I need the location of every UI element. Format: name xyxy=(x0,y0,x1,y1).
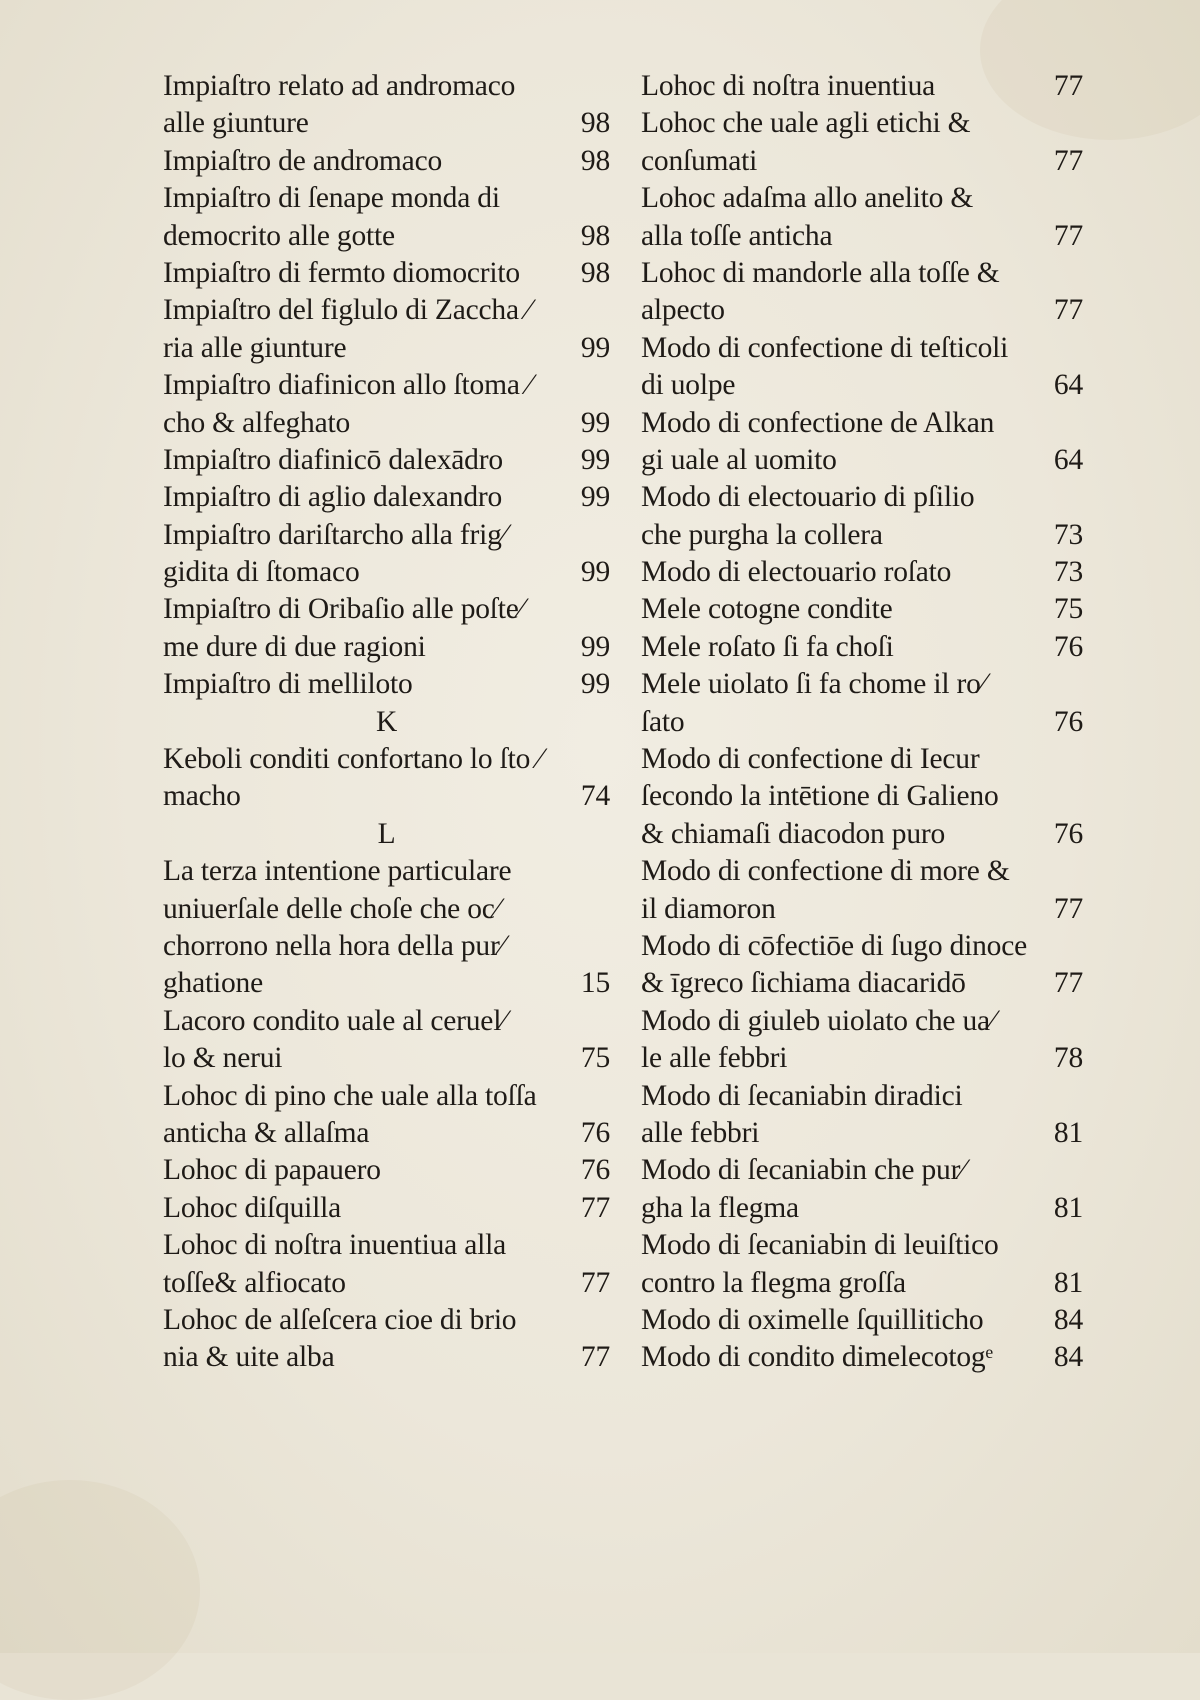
index-entry xyxy=(163,891,610,928)
index-entry xyxy=(163,479,610,516)
entry-text: uniuerſale delle choſe che oc⁄ xyxy=(163,892,500,925)
entry-text: Modo di confectione de Alkan xyxy=(641,406,995,439)
index-entry xyxy=(641,330,1083,367)
entry-text: Impiaſtro de andromaco xyxy=(163,144,443,177)
index-entry xyxy=(163,741,610,778)
index-entry xyxy=(641,479,1083,516)
index-entry xyxy=(163,405,610,442)
index-entry xyxy=(163,218,610,255)
index-entry xyxy=(163,180,610,217)
entry-text: Impiaſtro di Oribaſio alle poſte⁄ xyxy=(163,593,524,626)
entry-text: alle giunture xyxy=(163,107,309,140)
index-column-left xyxy=(163,68,610,1377)
index-entry xyxy=(163,367,610,404)
entry-text: Impiaſtro di fermto diomocrito xyxy=(163,256,520,289)
entry-text: Impiaſtro diafinicon allo ſtoma ⁄ xyxy=(163,369,532,402)
entry-text: contro la flegma groſſa xyxy=(641,1266,906,1299)
index-entry xyxy=(641,1339,1083,1376)
entry-page-number: 64 xyxy=(1053,369,1083,402)
entry-text: La terza intentione particulare xyxy=(163,855,512,888)
index-entry xyxy=(163,666,610,703)
entry-text: Lohoc diſquilla xyxy=(163,1191,342,1224)
entry-text: Modo di oximelle ſquilliticho xyxy=(641,1303,984,1336)
index-entry xyxy=(163,629,610,666)
section-letter-text: L xyxy=(377,817,396,850)
page-stain xyxy=(0,1480,200,1700)
entry-text: Impiaſtro di ſenape monda di xyxy=(163,182,500,215)
entry-text: gidita di ſtomaco xyxy=(163,556,360,589)
entry-text: Modo di ſecaniabin diradici xyxy=(641,1079,963,1112)
entry-page-number: 99 xyxy=(580,668,610,701)
section-letter xyxy=(163,704,610,741)
entry-text: ſecondo la intētione di Galieno xyxy=(641,780,999,813)
index-entry xyxy=(641,1227,1083,1264)
entry-page-number: 99 xyxy=(580,406,610,439)
index-entry xyxy=(163,1339,610,1376)
section-letter xyxy=(163,816,610,853)
index-entry xyxy=(163,1190,610,1227)
index-entry xyxy=(641,143,1083,180)
entry-page-number: 99 xyxy=(580,556,610,589)
entry-text: conſumati xyxy=(641,144,758,177)
entry-text: nia & uite alba xyxy=(163,1341,335,1374)
index-entry xyxy=(163,1003,610,1040)
index-entry xyxy=(641,180,1083,217)
entry-text: Lohoc de alſeſcera cioe di brio xyxy=(163,1303,517,1336)
entry-page-number: 75 xyxy=(1053,593,1083,626)
entry-page-number: 75 xyxy=(580,1042,610,1075)
index-entry xyxy=(641,405,1083,442)
entry-page-number: 76 xyxy=(1053,817,1083,850)
index-entry xyxy=(163,965,610,1002)
entry-text: Lohoc di papauero xyxy=(163,1154,381,1187)
entry-text: il diamoron xyxy=(641,892,776,925)
entry-text: ria alle giunture xyxy=(163,331,347,364)
entry-page-number: 99 xyxy=(580,481,610,514)
index-entry xyxy=(641,1003,1083,1040)
entry-text: ghatione xyxy=(163,967,263,1000)
entry-page-number: 77 xyxy=(580,1266,610,1299)
entry-page-number: 64 xyxy=(1053,443,1083,476)
entry-page-number: 98 xyxy=(580,144,610,177)
entry-text: alle febbri xyxy=(641,1116,760,1149)
entry-page-number: 77 xyxy=(1053,219,1083,252)
entry-text: le alle febbri xyxy=(641,1042,788,1075)
index-entry xyxy=(641,816,1083,853)
index-entry xyxy=(163,517,610,554)
entry-text: me dure di due ragioni xyxy=(163,630,426,663)
entry-text: ſato xyxy=(641,705,685,738)
index-entry xyxy=(641,1302,1083,1339)
index-entry xyxy=(163,853,610,890)
entry-text: che purgha la collera xyxy=(641,518,883,551)
entry-text: & chiamaſi diacodon puro xyxy=(641,817,946,850)
entry-page-number: 99 xyxy=(580,443,610,476)
entry-text: Modo di confectione di Iecur xyxy=(641,743,980,776)
entry-text: anticha & allaſma xyxy=(163,1116,370,1149)
entry-page-number: 77 xyxy=(1053,967,1083,1000)
index-entry xyxy=(163,928,610,965)
index-entry xyxy=(163,442,610,479)
entry-page-number: 81 xyxy=(1053,1266,1083,1299)
entry-text: gi uale al uomito xyxy=(641,443,837,476)
entry-text: democrito alle gotte xyxy=(163,219,395,252)
entry-text: Modo di electouario di pſilio xyxy=(641,481,975,514)
entry-page-number: 99 xyxy=(580,331,610,364)
index-entry xyxy=(163,68,610,105)
entry-page-number: 77 xyxy=(1053,70,1083,102)
entry-text: chorrono nella hora della pur⁄ xyxy=(163,929,505,962)
index-entry xyxy=(163,255,610,292)
index-entry xyxy=(641,1190,1083,1227)
entry-text: Modo di ſecaniabin di leuiſtico xyxy=(641,1229,999,1262)
entry-text: Modo di electouario roſato xyxy=(641,556,952,589)
entry-page-number: 98 xyxy=(580,219,610,252)
index-entry xyxy=(641,629,1083,666)
index-entry xyxy=(163,292,610,329)
entry-page-number: 76 xyxy=(580,1116,610,1149)
index-entry xyxy=(641,517,1083,554)
entry-page-number: 98 xyxy=(580,256,610,289)
entry-text: Keboli conditi confortano lo ſto ⁄ xyxy=(163,743,543,776)
index-entry xyxy=(641,965,1083,1002)
entry-page-number: 77 xyxy=(1053,892,1083,925)
index-entry xyxy=(641,68,1083,105)
index-entry xyxy=(641,591,1083,628)
entry-text: Modo di confectione di more & xyxy=(641,855,1010,888)
entry-page-number: 76 xyxy=(1053,630,1083,663)
entry-page-number: 76 xyxy=(580,1154,610,1187)
index-entry xyxy=(163,330,610,367)
entry-text: Lohoc di noſtra inuentiua alla xyxy=(163,1229,506,1262)
entry-page-number: 99 xyxy=(580,630,610,663)
index-entry xyxy=(641,1152,1083,1189)
entry-text: Modo di ſecaniabin che pur⁄ xyxy=(641,1154,965,1187)
entry-page-number: 73 xyxy=(1053,518,1083,551)
index-entry xyxy=(641,292,1083,329)
index-column-right xyxy=(641,68,1083,1377)
entry-text: alpecto xyxy=(641,294,725,327)
index-entry xyxy=(163,1265,610,1302)
entry-page-number: 73 xyxy=(1053,556,1083,589)
entry-text: Lohoc che uale agli etichi & xyxy=(641,107,971,140)
entry-text: toſſe& alfiocato xyxy=(163,1266,346,1299)
entry-page-number: 77 xyxy=(1053,294,1083,327)
entry-text: gha la flegma xyxy=(641,1191,799,1224)
entry-text: & īgreco ſichiama diacaridō xyxy=(641,967,966,1000)
index-entry xyxy=(163,1152,610,1189)
index-entry xyxy=(163,1302,610,1339)
entry-text: Modo di giuleb uiolato che ua⁄ xyxy=(641,1004,995,1037)
index-entry xyxy=(641,1265,1083,1302)
index-entry xyxy=(163,1040,610,1077)
entry-text: alla toſſe anticha xyxy=(641,219,833,252)
entry-text: Lohoc di mandorle alla toſſe & xyxy=(641,256,1000,289)
entry-page-number: 81 xyxy=(1053,1191,1083,1224)
index-entry xyxy=(641,741,1083,778)
entry-text: Lohoc adaſma allo anelito & xyxy=(641,182,974,215)
entry-text: cho & alfeghato xyxy=(163,406,351,439)
entry-text: lo & nerui xyxy=(163,1042,283,1075)
entry-text: Impiaſtro dariſtarcho alla frig⁄ xyxy=(163,518,507,551)
entry-text: Impiaſtro relato ad andromaco xyxy=(163,70,516,102)
index-entry xyxy=(163,105,610,142)
entry-page-number: 74 xyxy=(580,780,610,813)
index-entry xyxy=(641,218,1083,255)
entry-page-number: 84 xyxy=(1053,1303,1083,1336)
entry-text: Impiaſtro di aglio dalexandro xyxy=(163,481,503,514)
index-entry xyxy=(641,367,1083,404)
index-entry xyxy=(163,591,610,628)
index-entry xyxy=(641,778,1083,815)
entry-text: Mele roſato ſi fa choſi xyxy=(641,630,894,663)
entry-text: Impiaſtro del figlulo di Zaccha ⁄ xyxy=(163,294,531,327)
index-entry xyxy=(163,1115,610,1152)
entry-page-number: 77 xyxy=(580,1191,610,1224)
entry-text: di uolpe xyxy=(641,369,736,402)
entry-text: Modo di cōfectiōe di ſugo dinoce xyxy=(641,929,1028,962)
index-entry xyxy=(641,853,1083,890)
entry-text: Mele uiolato ſi fa chome il ro⁄ xyxy=(641,668,986,701)
entry-text: Lacoro condito uale al ceruel⁄ xyxy=(163,1004,506,1037)
index-entry xyxy=(641,1078,1083,1115)
index-entry xyxy=(641,891,1083,928)
entry-text: Modo di condito dimelecotogᵉ xyxy=(641,1341,993,1374)
entry-text: macho xyxy=(163,780,241,813)
index-entry xyxy=(641,255,1083,292)
entry-page-number: 77 xyxy=(580,1341,610,1374)
index-entry xyxy=(163,778,610,815)
entry-text: Impiaſtro di melliloto xyxy=(163,668,413,701)
index-entry xyxy=(163,143,610,180)
section-letter-text: K xyxy=(375,705,398,738)
index-entry xyxy=(641,554,1083,591)
index-entry xyxy=(163,554,610,591)
entry-text: Lohoc di noſtra inuentiua xyxy=(641,70,936,102)
entry-page-number: 15 xyxy=(580,967,610,1000)
entry-text: Lohoc di pino che uale alla toſſa xyxy=(163,1079,537,1112)
index-entry xyxy=(163,1227,610,1264)
index-entry xyxy=(641,704,1083,741)
entry-page-number: 77 xyxy=(1053,144,1083,177)
entry-page-number: 78 xyxy=(1053,1042,1083,1075)
entry-page-number: 76 xyxy=(1053,705,1083,738)
entry-page-number: 98 xyxy=(580,107,610,140)
index-entry xyxy=(163,1078,610,1115)
entry-page-number: 84 xyxy=(1053,1341,1083,1374)
entry-text: Modo di confectione di teſticoli xyxy=(641,331,1009,364)
index-entry xyxy=(641,1040,1083,1077)
index-entry xyxy=(641,105,1083,142)
entry-page-number: 81 xyxy=(1053,1116,1083,1149)
index-entry xyxy=(641,442,1083,479)
index-entry xyxy=(641,666,1083,703)
index-entry xyxy=(641,1115,1083,1152)
entry-text: Mele cotogne condite xyxy=(641,593,893,626)
index-entry xyxy=(641,928,1083,965)
entry-text: Impiaſtro diafinicō dalexādro xyxy=(163,443,503,476)
